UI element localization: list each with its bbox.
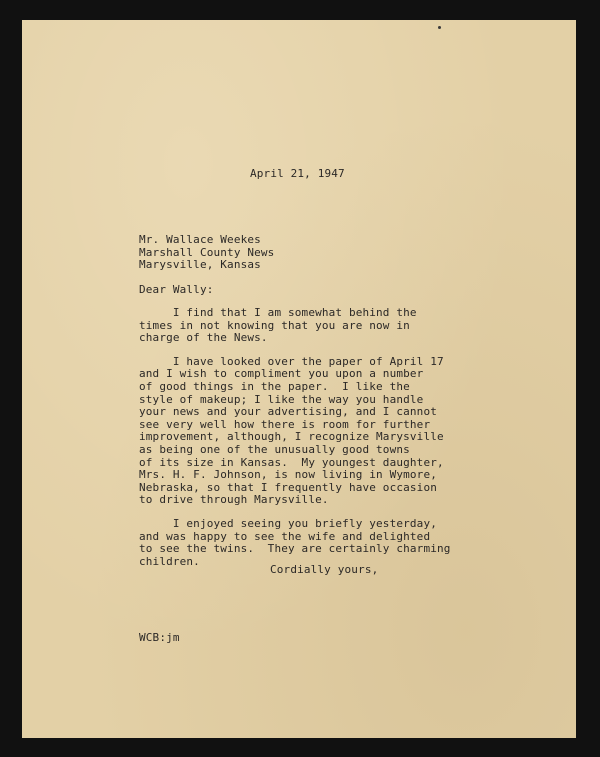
body-line: see very well how there is room for further [139,417,431,431]
paper-speck [438,26,441,29]
recipient-location: Marysville, Kansas [139,258,261,272]
paragraph-1 [139,307,451,345]
body-line: your news and your advertising, and I cannot [139,405,437,419]
closing: Cordially yours, [270,563,379,576]
body-line: I have looked over the paper of April 17 [139,354,444,368]
body-line: times in not knowing that you are now in [139,318,410,332]
body-line: as being one of the unusually good towns [139,442,410,456]
body-line: Nebraska, so that I frequently have occasion [139,480,437,494]
recipient-organization: Marshall County News [139,245,275,259]
recipient-address [139,234,274,272]
salutation: Dear Wally: [139,283,214,296]
paragraph-2 [139,356,451,507]
body-line: and was happy to see the wife and delighted [139,529,431,543]
reference-initials: WCB:jm [139,631,180,644]
body-line: to see the twins. They are certainly charming [139,542,451,556]
body-line: I find that I am somewhat behind the [139,306,417,319]
body-line: improvement, although, I recognize Marysville [139,430,444,444]
body-line: and I wish to compliment you upon a number [139,367,424,381]
recipient-name: Mr. Wallace Weekes [139,233,261,246]
letter-body [139,299,451,568]
body-line: of good things in the paper. I like the [139,379,410,393]
body-line: charge of the News. [139,331,268,345]
body-line: of its size in Kansas. My youngest daughter, [139,455,444,469]
letter-page [22,20,576,738]
body-line: Mrs. H. F. Johnson, is now living in Wymore, [139,468,437,482]
letter-date: April 21, 1947 [250,167,345,180]
body-line: children. [139,554,200,568]
paragraph-3 [139,518,451,568]
body-line: style of makeup; I like the way you handle [139,392,424,406]
body-line: I enjoyed seeing you briefly yesterday, [139,516,437,530]
body-line: to drive through Marysville. [139,493,329,507]
